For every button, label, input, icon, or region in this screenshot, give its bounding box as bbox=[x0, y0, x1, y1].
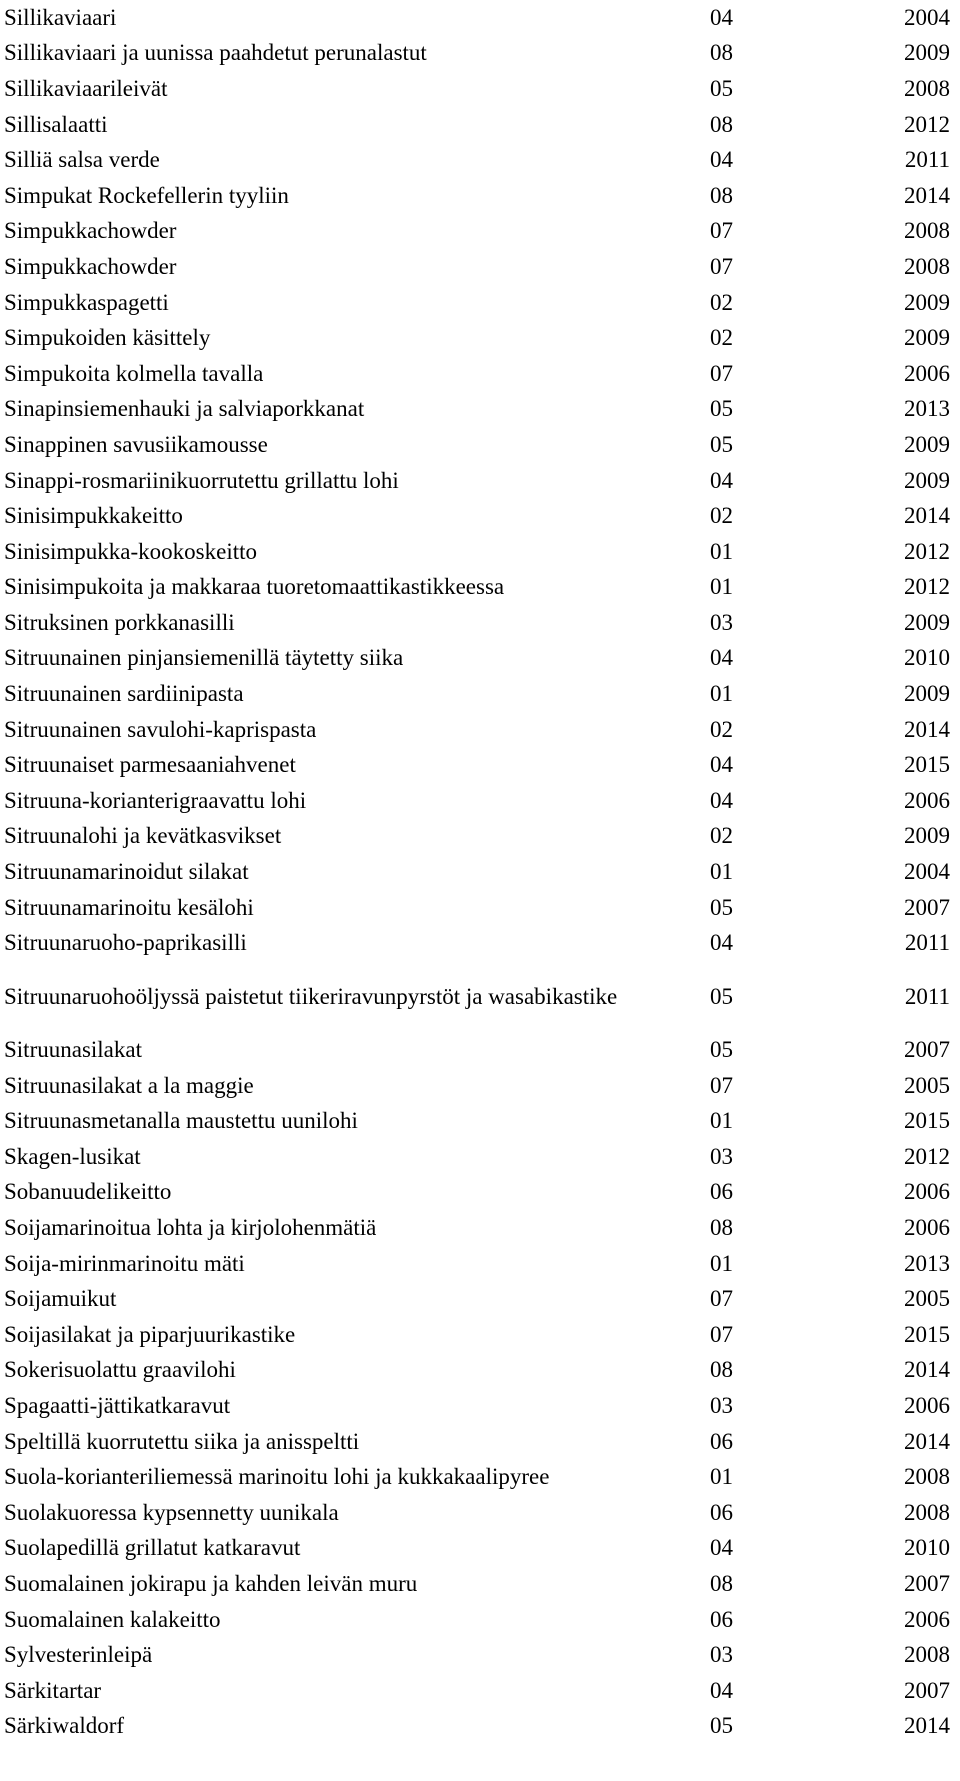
recipe-index-table bbox=[4, 0, 956, 1744]
table-row bbox=[4, 534, 956, 570]
recipe-issue-number: 04 bbox=[710, 787, 733, 813]
recipe-issue-number: 05 bbox=[710, 396, 733, 422]
recipe-name: Sitruunaiset parmesaaniahvenet bbox=[4, 752, 296, 778]
table-row bbox=[4, 1246, 956, 1282]
table-row bbox=[4, 890, 956, 926]
recipe-issue-number: 05 bbox=[710, 894, 733, 920]
recipe-year: 2009 bbox=[904, 609, 950, 635]
recipe-year: 2007 bbox=[904, 1570, 950, 1596]
recipe-name: Sinappinen savusiikamousse bbox=[4, 431, 268, 457]
recipe-year: 2005 bbox=[904, 1286, 950, 1312]
table-row bbox=[4, 712, 956, 748]
recipe-year: 2005 bbox=[904, 1072, 950, 1098]
recipe-name: Sitruunainen savulohi-kaprispasta bbox=[4, 716, 317, 742]
recipe-name: Spagaatti-jättikatkaravut bbox=[4, 1392, 231, 1418]
recipe-year: 2009 bbox=[904, 40, 950, 66]
recipe-year: 2014 bbox=[904, 1357, 950, 1383]
recipe-name: Soija-mirinmarinoitu mäti bbox=[4, 1250, 245, 1276]
recipe-issue-number: 07 bbox=[710, 1286, 733, 1312]
recipe-name: Suolakuoressa kypsennetty uunikala bbox=[4, 1499, 339, 1525]
recipe-issue-number: 03 bbox=[710, 1392, 733, 1418]
recipe-issue-number: 07 bbox=[710, 253, 733, 279]
table-row bbox=[4, 1068, 956, 1104]
recipe-issue-number: 08 bbox=[710, 182, 733, 208]
recipe-year: 2007 bbox=[904, 1037, 950, 1063]
recipe-name: Sinisimpukkakeitto bbox=[4, 503, 183, 529]
recipe-issue-number: 04 bbox=[710, 1677, 733, 1703]
recipe-name: Simpukoiden käsittely bbox=[4, 325, 211, 351]
recipe-name: Sitruunasilakat bbox=[4, 1037, 142, 1063]
table-row bbox=[4, 1103, 956, 1139]
recipe-issue-number: 08 bbox=[710, 1357, 733, 1383]
recipe-name: Sobanuudelikeitto bbox=[4, 1179, 172, 1205]
recipe-name: Skagen-lusikat bbox=[4, 1143, 141, 1169]
recipe-issue-number: 05 bbox=[710, 983, 733, 1009]
table-row bbox=[4, 107, 956, 143]
table-row bbox=[4, 1424, 956, 1460]
table-row bbox=[4, 1210, 956, 1246]
recipe-name: Sylvesterinleipä bbox=[4, 1642, 153, 1668]
recipe-year: 2008 bbox=[904, 1642, 950, 1668]
recipe-name: Sitruunainen sardiinipasta bbox=[4, 681, 244, 707]
table-row bbox=[4, 1602, 956, 1638]
recipe-year: 2014 bbox=[904, 1428, 950, 1454]
recipe-issue-number: 01 bbox=[710, 574, 733, 600]
recipe-issue-number: 07 bbox=[710, 360, 733, 386]
recipe-year: 2009 bbox=[904, 325, 950, 351]
recipe-issue-number: 04 bbox=[710, 4, 733, 30]
recipe-year: 2012 bbox=[904, 111, 950, 137]
table-row bbox=[4, 320, 956, 356]
recipe-name: Suomalainen jokirapu ja kahden leivän muru bbox=[4, 1570, 418, 1596]
recipe-issue-number: 04 bbox=[710, 645, 733, 671]
recipe-year: 2009 bbox=[904, 823, 950, 849]
recipe-year: 2013 bbox=[904, 1250, 950, 1276]
table-row bbox=[4, 1495, 956, 1531]
recipe-year: 2007 bbox=[904, 894, 950, 920]
recipe-name: Sinisimpukoita ja makkaraa tuoretomaattikastikkeessa bbox=[4, 574, 505, 600]
recipe-name: Särkiwaldorf bbox=[4, 1713, 125, 1739]
table-row bbox=[4, 178, 956, 214]
recipe-year: 2006 bbox=[904, 787, 950, 813]
recipe-issue-number: 05 bbox=[710, 431, 733, 457]
table-row bbox=[4, 142, 956, 178]
table-row bbox=[4, 356, 956, 392]
recipe-issue-number: 08 bbox=[710, 1214, 733, 1240]
table-row bbox=[4, 1531, 956, 1567]
table-row bbox=[4, 36, 956, 72]
table-row bbox=[4, 783, 956, 819]
recipe-name: Sillikaviaari bbox=[4, 4, 117, 30]
table-row bbox=[4, 1637, 956, 1673]
recipe-name: Soijamuikut bbox=[4, 1286, 117, 1312]
recipe-name: Suolapedillä grillatut katkaravut bbox=[4, 1535, 301, 1561]
recipe-issue-number: 02 bbox=[710, 823, 733, 849]
table-row bbox=[4, 1281, 956, 1317]
recipe-year: 2006 bbox=[904, 1179, 950, 1205]
table-row bbox=[4, 570, 956, 606]
recipe-issue-number: 07 bbox=[710, 218, 733, 244]
recipe-name: Sitruuna-korianterigraavattu lohi bbox=[4, 787, 307, 813]
table-row bbox=[4, 1566, 956, 1602]
recipe-year: 2012 bbox=[904, 538, 950, 564]
recipe-name: Sitruunasmetanalla maustettu uunilohi bbox=[4, 1108, 358, 1134]
recipe-name: Sitruunaruohoöljyssä paistetut tiikeriravunpyrstöt ja wasabikastike bbox=[4, 984, 618, 1010]
recipe-name: Sillikaviaarileivät bbox=[4, 75, 168, 101]
recipe-year: 2008 bbox=[904, 253, 950, 279]
recipe-name: Soijasilakat ja piparjuurikastike bbox=[4, 1321, 296, 1347]
recipe-year: 2006 bbox=[904, 1214, 950, 1240]
table-row bbox=[4, 854, 956, 890]
table-row bbox=[4, 392, 956, 428]
table-row bbox=[4, 285, 956, 321]
table-row bbox=[4, 747, 956, 783]
recipe-issue-number: 04 bbox=[710, 930, 733, 956]
recipe-issue-number: 04 bbox=[710, 147, 733, 173]
table-row bbox=[4, 1175, 956, 1211]
recipe-year: 2009 bbox=[904, 467, 950, 493]
recipe-name: Simpukkaspagetti bbox=[4, 289, 169, 315]
table-row bbox=[4, 71, 956, 107]
recipe-issue-number: 06 bbox=[710, 1428, 733, 1454]
table-row bbox=[4, 1032, 956, 1068]
recipe-name: Sillikaviaari ja uunissa paahdetut perunalastut bbox=[4, 40, 427, 66]
recipe-name: Suomalainen kalakeitto bbox=[4, 1606, 221, 1632]
recipe-year: 2004 bbox=[904, 859, 950, 885]
table-row bbox=[4, 249, 956, 285]
recipe-issue-number: 08 bbox=[710, 40, 733, 66]
recipe-name: Sitruunaruoho-paprikasilli bbox=[4, 930, 247, 956]
recipe-year: 2010 bbox=[904, 645, 950, 671]
recipe-issue-number: 01 bbox=[710, 538, 733, 564]
recipe-name: Sinappi-rosmariinikuorrutettu grillattu lohi bbox=[4, 467, 399, 493]
table-row bbox=[4, 925, 956, 961]
recipe-year: 2015 bbox=[904, 752, 950, 778]
recipe-name: Sinisimpukka-kookoskeitto bbox=[4, 538, 257, 564]
recipe-issue-number: 03 bbox=[710, 1143, 733, 1169]
table-row bbox=[4, 641, 956, 677]
table-row bbox=[4, 605, 956, 641]
table-row bbox=[4, 676, 956, 712]
recipe-name: Sitruunalohi ja kevätkasvikset bbox=[4, 823, 282, 849]
recipe-issue-number: 07 bbox=[710, 1321, 733, 1347]
recipe-issue-number: 02 bbox=[710, 325, 733, 351]
recipe-year: 2013 bbox=[904, 396, 950, 422]
recipe-issue-number: 05 bbox=[710, 75, 733, 101]
recipe-year: 2009 bbox=[904, 431, 950, 457]
table-row bbox=[4, 961, 956, 1032]
table-row bbox=[4, 498, 956, 534]
recipe-name: Sitruksinen porkkanasilli bbox=[4, 609, 235, 635]
recipe-name: Sitruunainen pinjansiemenillä täytetty siika bbox=[4, 645, 404, 671]
recipe-name: Simpukkachowder bbox=[4, 253, 177, 279]
recipe-name: Sokerisuolattu graavilohi bbox=[4, 1357, 236, 1383]
recipe-name: Sitruunamarinoidut silakat bbox=[4, 859, 249, 885]
recipe-issue-number: 04 bbox=[710, 467, 733, 493]
recipe-year: 2012 bbox=[904, 1143, 950, 1169]
table-row bbox=[4, 0, 956, 36]
recipe-year: 2015 bbox=[904, 1321, 950, 1347]
recipe-name: Soijamarinoitua lohta ja kirjolohenmätiä bbox=[4, 1214, 377, 1240]
table-row bbox=[4, 1709, 956, 1745]
recipe-year: 2008 bbox=[904, 75, 950, 101]
recipe-issue-number: 01 bbox=[710, 1108, 733, 1134]
recipe-name: Simpukoita kolmella tavalla bbox=[4, 360, 264, 386]
recipe-year: 2009 bbox=[904, 681, 950, 707]
recipe-name: Sillisalaatti bbox=[4, 111, 108, 137]
recipe-name: Simpukkachowder bbox=[4, 218, 177, 244]
recipe-year: 2011 bbox=[904, 930, 950, 956]
table-row bbox=[4, 1353, 956, 1389]
recipe-name: Sitruunasilakat a la maggie bbox=[4, 1072, 254, 1098]
recipe-year: 2004 bbox=[904, 4, 950, 30]
recipe-issue-number: 03 bbox=[710, 1642, 733, 1668]
recipe-issue-number: 05 bbox=[710, 1037, 733, 1063]
recipe-issue-number: 05 bbox=[710, 1713, 733, 1739]
table-row bbox=[4, 1317, 956, 1353]
table-row bbox=[4, 427, 956, 463]
recipe-name: Särkitartar bbox=[4, 1677, 102, 1703]
recipe-name: Simpukat Rockefellerin tyyliin bbox=[4, 182, 289, 208]
table-row bbox=[4, 819, 956, 855]
recipe-year: 2011 bbox=[904, 983, 950, 1009]
recipe-year: 2015 bbox=[904, 1108, 950, 1134]
recipe-year: 2012 bbox=[904, 574, 950, 600]
recipe-year: 2009 bbox=[904, 289, 950, 315]
recipe-name: Silliä salsa verde bbox=[4, 147, 160, 173]
recipe-year: 2014 bbox=[904, 1713, 950, 1739]
recipe-issue-number: 08 bbox=[710, 1570, 733, 1596]
recipe-year: 2008 bbox=[904, 1464, 950, 1490]
recipe-issue-number: 01 bbox=[710, 859, 733, 885]
recipe-issue-number: 04 bbox=[710, 752, 733, 778]
table-row bbox=[4, 1388, 956, 1424]
table-row bbox=[4, 1459, 956, 1495]
recipe-issue-number: 01 bbox=[710, 1250, 733, 1276]
recipe-issue-number: 08 bbox=[710, 111, 733, 137]
recipe-issue-number: 01 bbox=[710, 1464, 733, 1490]
recipe-year: 2006 bbox=[904, 1606, 950, 1632]
recipe-issue-number: 04 bbox=[710, 1535, 733, 1561]
recipe-issue-number: 07 bbox=[710, 1072, 733, 1098]
recipe-name: Suola-korianteriliemessä marinoitu lohi ja kukkakaalipyree bbox=[4, 1464, 550, 1490]
recipe-year: 2014 bbox=[904, 716, 950, 742]
recipe-issue-number: 02 bbox=[710, 716, 733, 742]
recipe-year: 2008 bbox=[904, 1499, 950, 1525]
table-row bbox=[4, 1139, 956, 1175]
recipe-issue-number: 01 bbox=[710, 681, 733, 707]
recipe-issue-number: 02 bbox=[710, 289, 733, 315]
recipe-year: 2010 bbox=[904, 1535, 950, 1561]
recipe-issue-number: 06 bbox=[710, 1606, 733, 1632]
recipe-year: 2008 bbox=[904, 218, 950, 244]
recipe-name: Sitruunamarinoitu kesälohi bbox=[4, 894, 254, 920]
recipe-issue-number: 06 bbox=[710, 1179, 733, 1205]
recipe-issue-number: 03 bbox=[710, 609, 733, 635]
table-row bbox=[4, 214, 956, 250]
recipe-year: 2014 bbox=[904, 503, 950, 529]
recipe-issue-number: 02 bbox=[710, 503, 733, 529]
table-row bbox=[4, 463, 956, 499]
recipe-issue-number: 06 bbox=[710, 1499, 733, 1525]
recipe-year: 2011 bbox=[904, 147, 950, 173]
recipe-year: 2006 bbox=[904, 360, 950, 386]
recipe-year: 2006 bbox=[904, 1392, 950, 1418]
recipe-year: 2014 bbox=[904, 182, 950, 208]
recipe-name: Sinapinsiemenhauki ja salviaporkkanat bbox=[4, 396, 365, 422]
table-row bbox=[4, 1673, 956, 1709]
recipe-name: Speltillä kuorrutettu siika ja anisspeltti bbox=[4, 1428, 360, 1454]
recipe-year: 2007 bbox=[904, 1677, 950, 1703]
